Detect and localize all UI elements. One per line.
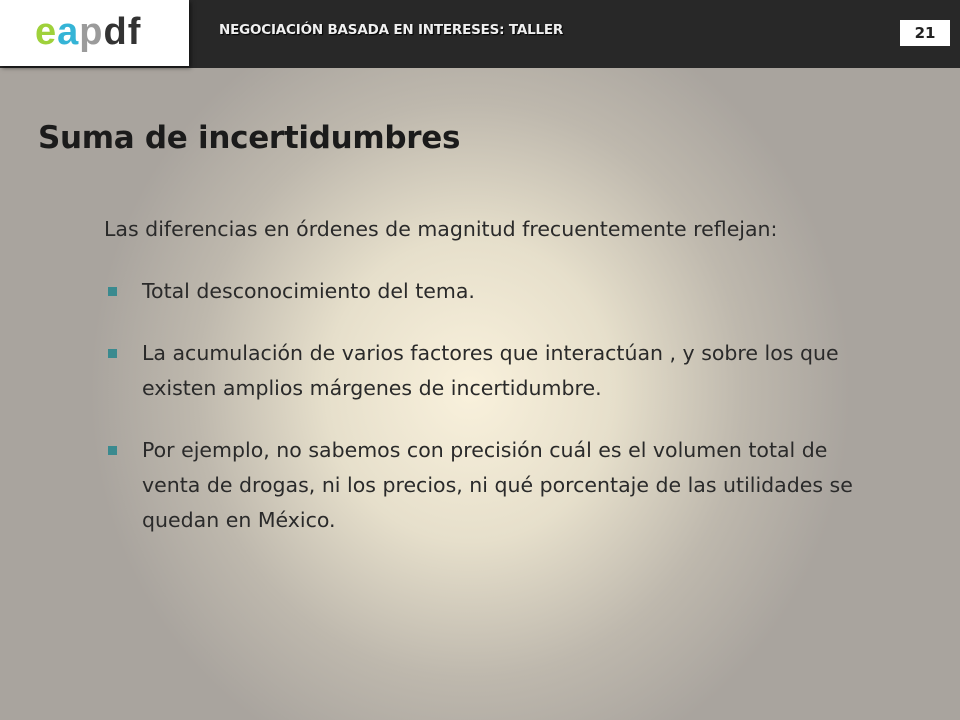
logo-letter-p: p xyxy=(79,11,104,53)
square-bullet-icon xyxy=(108,446,117,455)
bullet-list xyxy=(104,274,874,538)
logo-letter-f: f xyxy=(127,11,142,53)
intro-paragraph: Las diferencias en órdenes de magnitud frecuentemente reflejan: xyxy=(104,217,778,241)
slide-title: Suma de incertidumbres xyxy=(38,120,461,156)
eapdf-logo xyxy=(35,10,141,54)
header-bar xyxy=(0,0,960,68)
slide-number: 21 xyxy=(900,20,950,46)
bullet-item xyxy=(104,336,874,406)
square-bullet-icon xyxy=(108,287,117,296)
square-bullet-icon xyxy=(108,349,117,358)
presentation-title: NEGOCIACIÓN BASADA EN INTERESES: TALLER xyxy=(219,22,564,38)
bullet-text: La acumulación de varios factores que interactúan , y sobre los que existen amplios márgenes de incertidumbre. xyxy=(142,341,839,400)
logo-box xyxy=(0,0,189,66)
logo-letter-d: d xyxy=(103,11,128,53)
logo-letter-e: e xyxy=(35,11,58,53)
bullet-item xyxy=(104,274,874,309)
logo-letter-a: a xyxy=(57,11,80,53)
slide-content xyxy=(104,212,874,565)
bullet-item xyxy=(104,433,874,538)
bullet-text: Total desconocimiento del tema. xyxy=(142,279,475,303)
bullet-text: Por ejemplo, no sabemos con precisión cuál es el volumen total de venta de drogas, ni los precios, ni qué porcentaje de las utilidades se quedan en México. xyxy=(142,438,853,532)
